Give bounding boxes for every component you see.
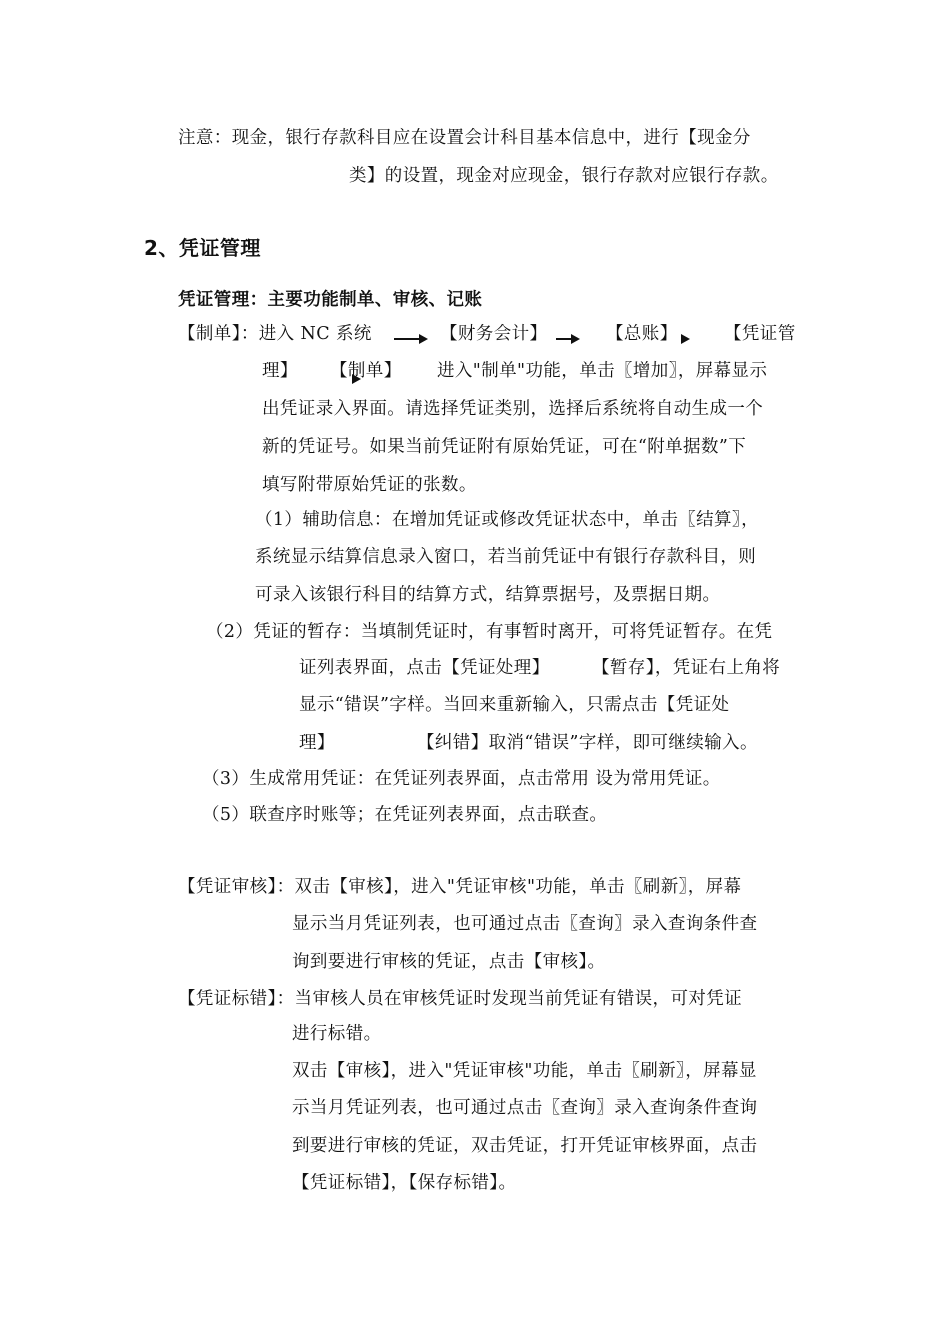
- audit-line-1: 【凭证审核】：双击【审核】，进入"凭证审核"功能，单击〖刷新〗，屏幕: [178, 877, 742, 897]
- path-caiwu: 【财务会计】: [440, 324, 548, 344]
- note-line-1: 注意：现金，银行存款科目应在设置会计科目基本信息中，进行【现金分: [178, 128, 751, 148]
- aux-line-2: 系统显示结算信息录入窗口，若当前凭证中有银行存款科目，则: [255, 547, 757, 567]
- temp-line-2a: 证列表界面，点击【凭证处理】: [299, 658, 550, 678]
- mark-line-5: 到要进行审核的凭证，双击凭证，打开凭证审核界面，点击: [292, 1136, 758, 1156]
- zhidan-label: 【制单】：进入 NC 系统: [178, 324, 372, 344]
- mark-line-3: 双击【审核】，进入"凭证审核"功能，单击〖刷新〗，屏幕显: [292, 1061, 757, 1081]
- section-heading: 2、凭证管理: [144, 236, 261, 260]
- note-line-2: 类】的设置，现金对应现金，银行存款对应银行存款。: [349, 166, 779, 186]
- mark-line-2: 进行标错。: [292, 1024, 382, 1044]
- mark-line-4: 示当月凭证列表，也可通过点击〖查询〗录入查询条件查询: [292, 1098, 758, 1118]
- common-voucher-line: （3）生成常用凭证：在凭证列表界面，点击常用 设为常用凭证。: [202, 769, 721, 789]
- aux-line-1: （1）辅助信息：在增加凭证或修改凭证状态中，单击〖结算〗，: [255, 510, 759, 530]
- arrow-icon: [352, 373, 386, 385]
- mark-line-1: 【凭证标错】：当审核人员在审核凭证时发现当前凭证有错误，可对凭证: [178, 989, 743, 1009]
- path-pzgl-2: 理】: [262, 361, 298, 381]
- path-pzgl-1: 【凭证管: [724, 324, 796, 344]
- lianzha-line: （5）联查序时账等；在凭证列表界面，点击联查。: [202, 805, 608, 825]
- zhidan-line-5: 填写附带原始凭证的张数。: [262, 475, 477, 495]
- zhidan-line-2: 进入"制单"功能，单击〖增加〗，屏幕显示: [437, 361, 768, 381]
- zhidan-line-4: 新的凭证号。如果当前凭证附有原始凭证，可在“附单据数”下: [262, 437, 747, 457]
- subheading: 凭证管理：主要功能制单、审核、记账: [178, 290, 483, 310]
- audit-line-2: 显示当月凭证列表，也可通过点击〖查询〗录入查询条件查: [292, 914, 758, 934]
- arrow-icon: [394, 333, 428, 345]
- path-zhidan: 【制单】: [330, 361, 402, 381]
- arrow-icon: [681, 333, 715, 345]
- path-zongzhang: 【总账】: [606, 324, 678, 344]
- temp-line-1: （2）凭证的暂存：当填制凭证时，有事暂时离开，可将凭证暂存。在凭: [206, 622, 773, 642]
- temp-line-4b: 【纠错】取消“错误”字样，即可继续输入。: [417, 733, 758, 753]
- aux-line-3: 可录入该银行科目的结算方式，结算票据号，及票据日期。: [255, 585, 721, 605]
- arrow-icon: [556, 333, 590, 345]
- temp-line-4a: 理】: [299, 733, 335, 753]
- temp-line-2b: 【暂存】，凭证右上角将: [592, 658, 781, 678]
- mark-line-6: 【凭证标错】，【保存标错】。: [292, 1173, 517, 1193]
- zhidan-line-3: 出凭证录入界面。请选择凭证类别，选择后系统将自动生成一个: [262, 399, 764, 419]
- audit-line-3: 询到要进行审核的凭证，点击【审核】。: [292, 952, 606, 972]
- temp-line-3: 显示“错误”字样。当回来重新输入，只需点击【凭证处: [299, 695, 730, 715]
